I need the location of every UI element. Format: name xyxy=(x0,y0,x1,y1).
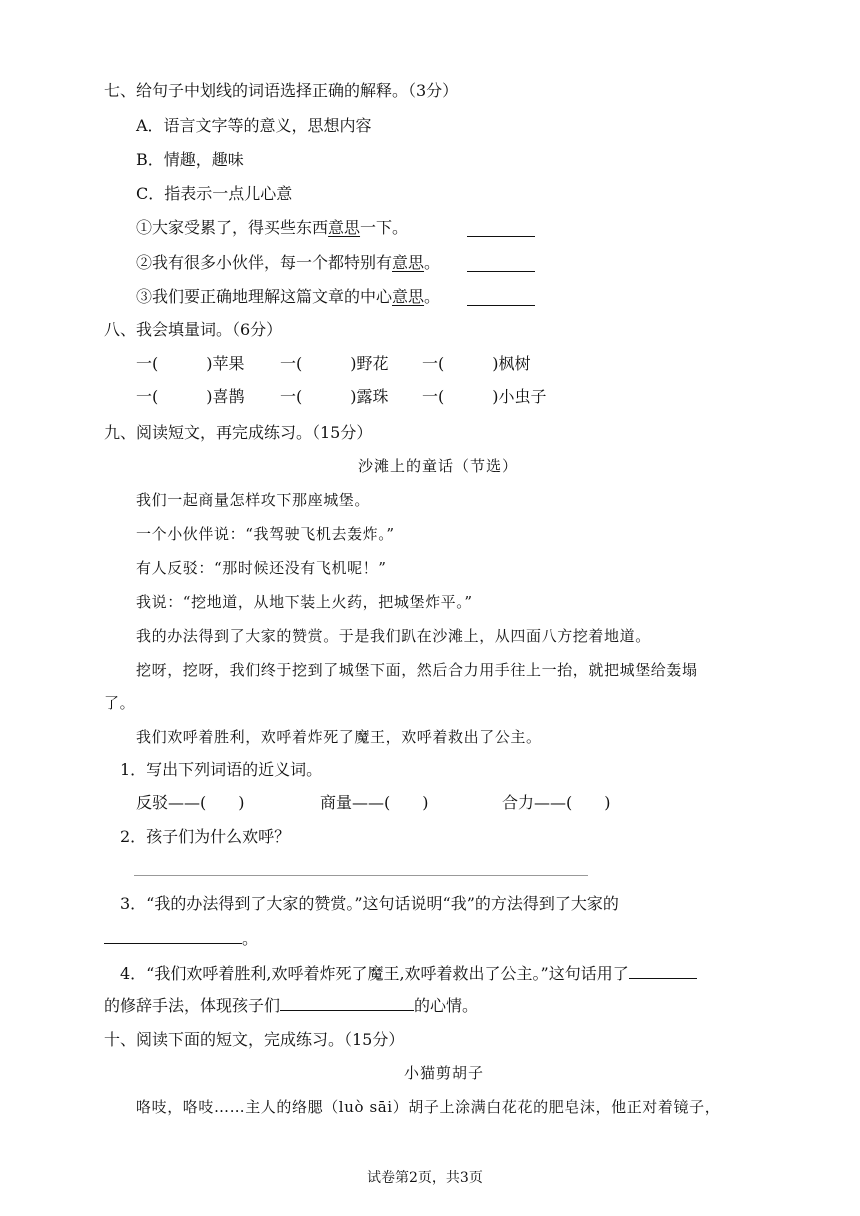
q7-item-1-post: 一下。 xyxy=(360,218,409,237)
q9-passage-title: 沙滩上的童话（节选） xyxy=(358,457,519,475)
q7-option-b: B．情趣，趣味 xyxy=(136,150,244,169)
q9-sub4-blank-2[interactable] xyxy=(280,995,414,1011)
q7-answer-blank-2[interactable] xyxy=(467,256,535,272)
q9-paragraph-3: 有人反驳：“那时候还没有飞机呢！” xyxy=(136,559,387,577)
q7-answer-blank-3[interactable] xyxy=(467,290,535,306)
q7-item-3-post: 。 xyxy=(424,287,441,306)
q10-paragraph-1: 咯吱，咯吱……主人的络腮（luò sāi）胡子上涂满白花花的肥皂沫，他正对着镜子， xyxy=(136,1098,721,1116)
q7-item-2-post: 。 xyxy=(424,253,441,272)
q7-item-1-pre: ①大家受累了，得买些东西 xyxy=(136,218,329,237)
q8-r2-c2[interactable]: 一( )露珠 xyxy=(280,387,389,406)
q9-synonym-3[interactable]: 合力——( ) xyxy=(502,793,611,812)
q7-item-1-word: 意思 xyxy=(328,218,361,237)
q9-sub3-line1: 3．“我的办法得到了大家的赞赏。”这句话说明“我”的方法得到了大家的 xyxy=(120,894,619,913)
q9-paragraph-6-cont: 了。 xyxy=(104,694,136,712)
q7-option-a: A．语言文字等的意义，思想内容 xyxy=(136,116,372,135)
q8-r1-c1[interactable]: 一( )苹果 xyxy=(136,354,245,373)
q9-synonym-2[interactable]: 商量——( ) xyxy=(320,793,429,812)
q9-heading: 九、阅读短文，再完成练习。（15分） xyxy=(104,423,373,442)
q9-sub2: 2．孩子们为什么欢呼？ xyxy=(120,827,291,846)
q9-sub1: 1．写出下列词语的近义词。 xyxy=(120,760,323,779)
q9-synonym-1[interactable]: 反驳——( ) xyxy=(136,793,245,812)
q7-heading: 七、给句子中划线的词语选择正确的解释。（3分） xyxy=(104,81,459,100)
q9-paragraph-7: 我们欢呼着胜利，欢呼着炸死了魔王，欢呼着救出了公主。 xyxy=(136,728,542,746)
q7-item-3 xyxy=(136,286,440,308)
q8-r1-c3[interactable]: 一( )枫树 xyxy=(422,354,531,373)
q9-paragraph-6: 挖呀，挖呀，我们终于挖到了城堡下面，然后合力用手往上一抬，就把城堡给轰塌 xyxy=(136,661,698,679)
q9-sub2-answer-line[interactable] xyxy=(134,875,588,876)
q8-heading: 八、我会填量词。（6分） xyxy=(104,320,283,339)
page-footer: 试卷第2页，共3页 xyxy=(367,1170,483,1186)
q8-r2-c3[interactable]: 一( )小虫子 xyxy=(422,387,547,406)
q9-paragraph-5: 我的办法得到了大家的赞赏。于是我们趴在沙滩上，从四面八方挖着地道。 xyxy=(136,627,651,645)
q9-paragraph-4: 我说：“挖地道，从地下装上火药，把城堡炸平。” xyxy=(136,593,473,611)
q9-sub4-line1 xyxy=(120,963,697,985)
q9-sub4-line2 xyxy=(104,995,478,1017)
q7-answer-blank-1[interactable] xyxy=(467,221,535,237)
q7-item-1 xyxy=(136,217,408,239)
q9-sub3-blank[interactable] xyxy=(104,928,242,944)
q7-option-c: C．指表示一点儿心意 xyxy=(136,184,293,203)
q7-item-2 xyxy=(136,252,440,274)
q10-passage-title: 小猫剪胡子 xyxy=(404,1064,485,1082)
q7-item-2-pre: ②我有很多小伙伴，每一个都特别有 xyxy=(136,253,393,272)
q9-sub4-line2-pre: 的修辞手法，体现孩子们 xyxy=(104,996,281,1015)
q9-paragraph-1: 我们一起商量怎样攻下那座城堡。 xyxy=(136,491,371,509)
q9-sub4-line2-post: 的心情。 xyxy=(414,996,479,1015)
q7-item-3-pre: ③我们要正确地理解这篇文章的中心 xyxy=(136,287,393,306)
q9-paragraph-2: 一个小伙伴说：“我驾驶飞机去轰炸。” xyxy=(136,525,395,543)
q9-sub4-line1-text: 4．“我们欢呼着胜利,欢呼着炸死了魔王,欢呼着救出了公主。”这句话用了 xyxy=(120,964,629,983)
q7-item-3-word: 意思 xyxy=(392,287,425,306)
q9-sub3-line2 xyxy=(104,928,258,950)
q9-sub4-blank-1[interactable] xyxy=(629,963,697,979)
q7-item-2-word: 意思 xyxy=(392,253,425,272)
q9-sub3-line2-end: 。 xyxy=(242,929,259,948)
q8-r2-c1[interactable]: 一( )喜鹊 xyxy=(136,387,245,406)
q8-r1-c2[interactable]: 一( )野花 xyxy=(280,354,389,373)
q10-heading: 十、阅读下面的短文，完成练习。（15分） xyxy=(104,1030,405,1049)
